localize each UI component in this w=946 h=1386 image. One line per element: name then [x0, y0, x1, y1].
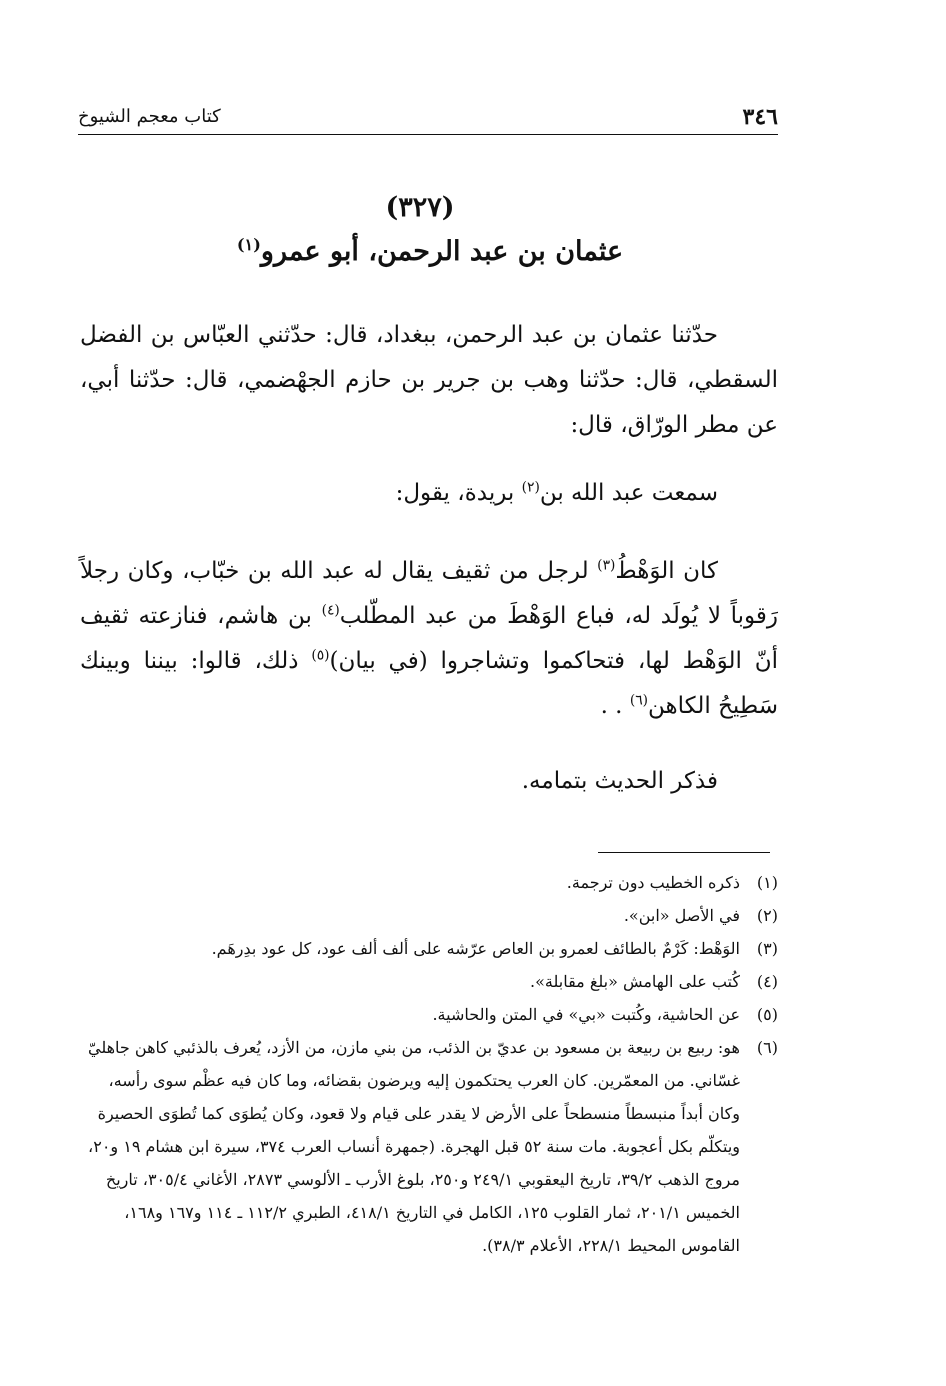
matn-part-c: بن هاشم، فنازعته ثقيف أنّ الوَهْط لها، فتحاكموا وتشاجروا (في بيان) [80, 603, 778, 674]
page-header [78, 100, 778, 135]
matn-paragraph [80, 549, 778, 729]
entry-number: (٣٢٧) [385, 192, 455, 223]
entry-title-text: عثمان بن عبد الرحمن، أبو عمرو [260, 236, 624, 267]
entry-title [0, 236, 860, 267]
footnote-item [80, 899, 778, 932]
footnote-ref: (٤) [321, 602, 340, 619]
footnote-text: كُتب على الهامش «بلغ مقابلة». [529, 972, 740, 991]
footnote-mark: (١) [756, 873, 778, 892]
closing-line: فذكر الحديث بتمامه. [521, 768, 718, 794]
footnote-item [80, 965, 778, 998]
narration-intro [80, 471, 778, 516]
page-number: ٣٤٦ [742, 104, 778, 130]
footnote-ref: (٣) [597, 557, 616, 574]
isnad-paragraph: حدّثنا عثمان بن عبد الرحمن، ببغداد، قال: حدّثني العبّاس بن الفضل السقطي، قال: حدّثنا وهب بن جرير بن حازم الجهْضمي، قال: حدّثنا أبي، عن مطر الورّاق، قال: [80, 322, 778, 438]
matn-part-d: ذلك، قالوا: بيننا وبينك سَطِيحُ الكاهن [80, 648, 778, 719]
narration-intro-b: بريدة، يقول: [395, 480, 522, 506]
running-title: كتاب معجم الشيوخ [78, 106, 221, 127]
footnote-text: عن الحاشية، وكُتبت «بي» في المتن والحاشية. [432, 1005, 740, 1024]
footnote-text: ذكره الخطيب دون ترجمة. [566, 873, 740, 892]
footnote-item [80, 932, 778, 965]
footnote-mark: (٥) [756, 1005, 778, 1024]
footnote-divider [598, 852, 770, 853]
footnote-item [80, 1031, 778, 1262]
footnote-ref: (٥) [311, 647, 330, 664]
footnote-ref: (٦) [629, 692, 649, 709]
footnote-mark: (٣) [756, 939, 778, 958]
matn-part-a: كان الوَهْطُ [615, 558, 718, 584]
footnote-item [80, 866, 778, 899]
footnote-text: في الأصل «ابن». [623, 906, 740, 925]
footnote-mark: (٤) [756, 972, 778, 991]
footnote-ref: (١) [236, 235, 261, 254]
footnote-ref: (٢) [521, 479, 540, 496]
footnote-mark: (٢) [756, 906, 778, 925]
matn-part-b: لرجل من ثقيف يقال له عبد الله بن خبّاب، وكان رجلاً رَقوباً لا يُولَد له، فباع الوَهْطَ من عبد المطّلب [80, 558, 778, 629]
narration-intro-a: سمعت عبد الله بن [539, 480, 718, 506]
footnote-mark: (٦) [756, 1038, 778, 1057]
footnote-item [80, 998, 778, 1031]
footnote-text: هو: ربيع بن ربيعة بن مسعود بن عديّ بن الذئب، من بني مازن، من الأزد، يُعرف بالذئبي كاهن جاهليّ غسّاني. من المعمّرين. كان العرب يحتكمون إليه ويرضون بقضائه، وما كان فيه عظْم سوى رأسه، وكان أبداً منبسطاً منسطحاً على الأرض لا يقدر على قيام ولا قعود، وكان يُطوَى كما تُطوَى الحصيرة ويتكلّم بكل أعجوبة. مات سنة ٥٢ قبل الهجرة. (جمهرة أنساب العرب ٣٧٤، سيرة ابن هشام ١٩ و٢٠، مروج الذهب ٣٩/٢، تاريخ اليعقوبي ٢٤٩/١ و٢٥٠، بلوغ الأرب ـ الألوسي ٢٨٧٣، الأغاني ٣٠٥/٤، تاريخ الخميس ٢٠١/١، ثمار القلوب ١٢٥، الكامل في التاريخ ٤١٨/١، الطبري ١١٢/٢ ـ ١١٤ و١٦٧ و١٦٨، القاموس المحيط ٢٢٨/١، الأعلام ٣٨/٣). [87, 1038, 740, 1255]
footnotes-list [80, 866, 778, 1262]
footnote-text: الوَهْط: كَرْمٌ بالطائف لعمرو بن العاص عرّشه على ألف ألف عود، كل عود بدِرهَم. [211, 939, 740, 958]
matn-part-e: . . [600, 693, 630, 719]
